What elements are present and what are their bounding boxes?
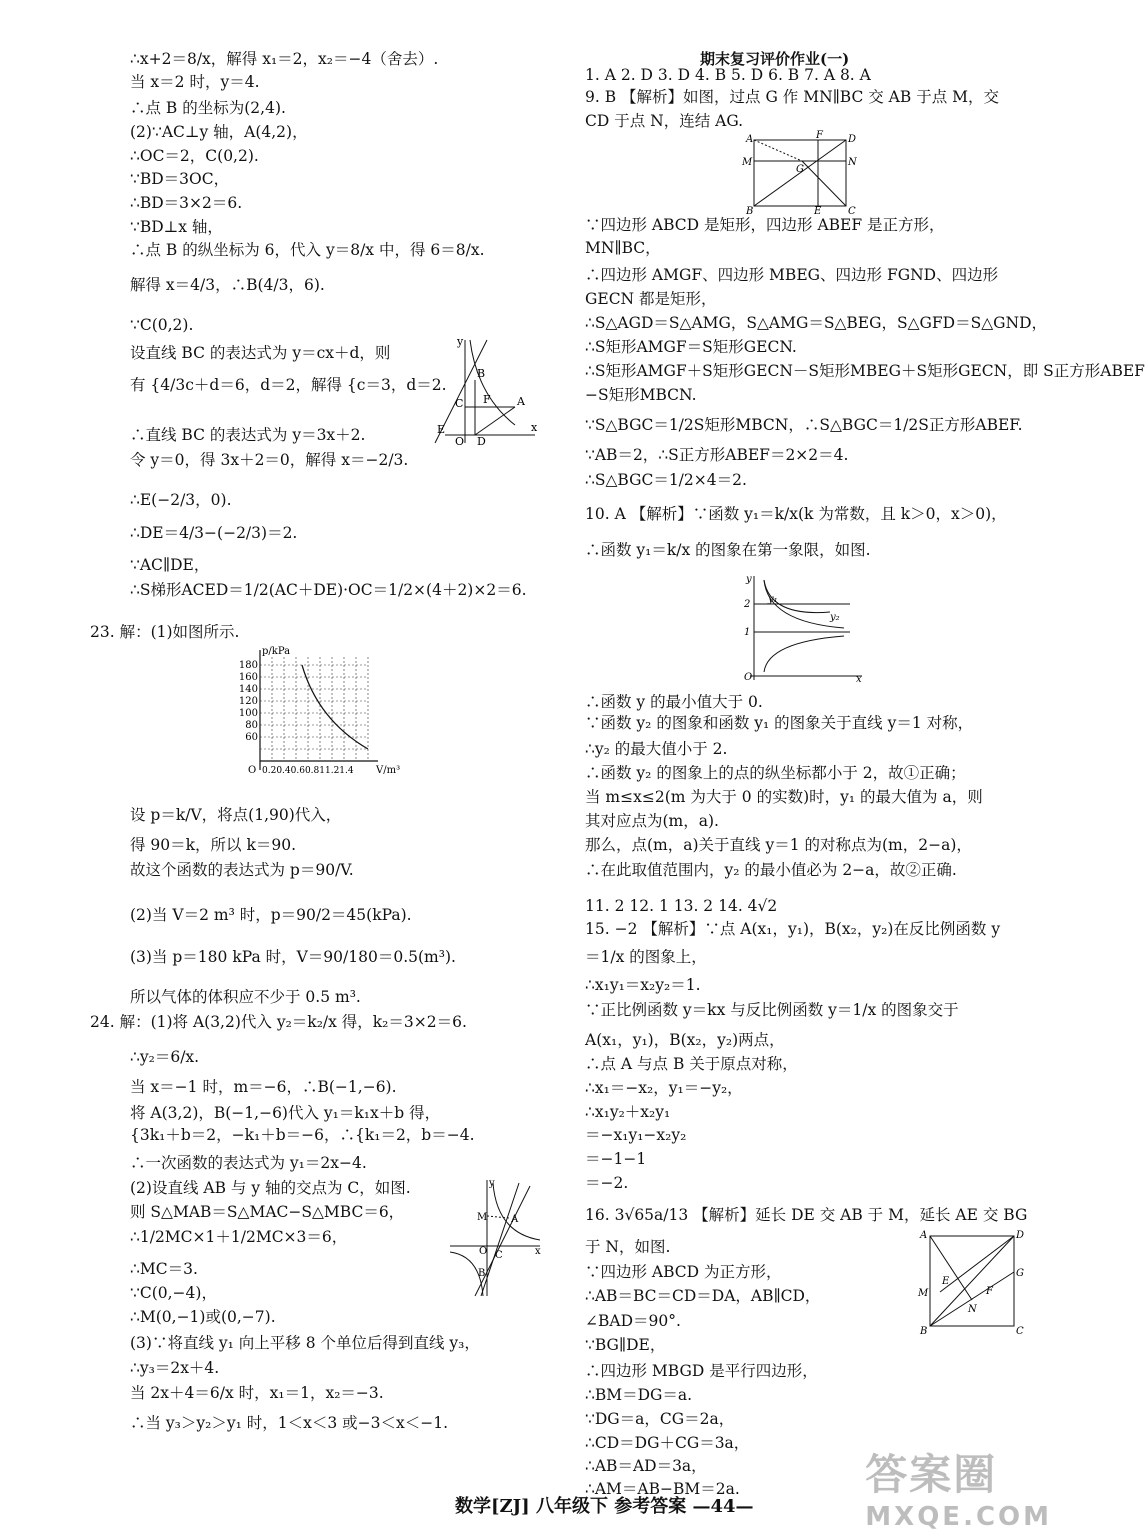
fig-label-b: B [477, 367, 486, 380]
right-line: GECN 都是矩形， [585, 290, 717, 308]
right-line: ∴x₁y₂＋x₂y₁ [585, 1103, 671, 1121]
right-line: ∴S矩形AMGF＋S矩形GECN－S矩形MBEG＋S矩形GECN，即 S正方形ABEF [585, 362, 1145, 380]
right-line: ＝−2. [585, 1174, 629, 1192]
q24-figure [445, 1178, 545, 1298]
left-line: (2)当 V＝2 m³ 时，p＝90/2＝45(kPa). [130, 906, 412, 924]
left-line: ∴1/2MC×1＋1/2MC×3＝6， [130, 1228, 348, 1246]
pv-graph-figure [228, 645, 428, 780]
pv-ytick: 120 [238, 696, 258, 707]
q9-label-a: A [746, 134, 754, 145]
q24-label-c: C [495, 1250, 503, 1261]
page-footer: 数学[ZJ] 八年级下 参考答案 —44— [455, 1496, 754, 1517]
section-title: 期末复习评价作业(一) [700, 50, 850, 68]
right-line: ∵DG＝a，CG＝2a， [585, 1410, 735, 1428]
q16-label-e: E [942, 1276, 950, 1287]
left-line: ∵BD⊥x 轴， [130, 218, 223, 236]
right-line: 于 N，如图. [585, 1238, 671, 1256]
left-line: 得 90＝k，所以 k＝90. [130, 836, 297, 854]
q9-label-b: B [746, 206, 754, 217]
right-line: ∴函数 y₂ 的图象上的点的纵坐标都小于 2，故①正确； [585, 764, 966, 782]
right-line: ∴四边形 MBGD 是平行四边形， [585, 1362, 818, 1380]
pv-ytick: 80 [245, 720, 258, 731]
q10-curve-figure [722, 572, 870, 685]
q16-label-d: D [1016, 1230, 1025, 1241]
left-line: 当 2x＋4＝6/x 时，x₁＝1，x₂＝−3. [130, 1384, 384, 1402]
q24-label-a: A [511, 1214, 519, 1225]
right-line: ∵AB＝2，∴S正方形ABEF＝2×2＝4. [585, 446, 849, 464]
left-line: 则 S△MAB＝S△MAC−S△MBC＝6， [130, 1203, 405, 1221]
left-line: ∴y₂＝6/x. [130, 1048, 200, 1066]
right-line: ∴AB＝AD＝3a， [585, 1457, 707, 1475]
left-line: 令 y＝0，得 3x＋2＝0，解得 x＝−2/3. [130, 451, 409, 469]
left-line: (3)当 p＝180 kPa 时，V＝90/180＝0.5(m³). [130, 948, 456, 966]
right-line: 那么，点(m，a)关于直线 y＝1 的对称点为(m，2−a)， [585, 836, 972, 854]
watermark-top: 答案圈 [865, 1450, 998, 1499]
left-line: 23. 解：(1)如图所示. [90, 623, 240, 641]
left-line: 有 {4/3c＋d＝6，d＝2，解得 {c＝3，d＝2. [130, 376, 447, 394]
q24-label-y: y [489, 1178, 495, 1189]
q16-label-g: G [1016, 1268, 1024, 1279]
right-line: ∴CD＝DG＋CG＝3a， [585, 1434, 750, 1452]
right-line: ∴函数 y 的最小值大于 0. [585, 693, 763, 711]
left-line: ∴MC＝3. [130, 1260, 198, 1278]
right-line: ＝−x₁y₁−x₂y₂ [585, 1126, 687, 1144]
right-line: ∴点 A 与点 B 关于原点对称， [585, 1055, 798, 1073]
q9-label-c: C [848, 206, 856, 217]
q16-label-f: F [986, 1286, 993, 1297]
right-line: MN∥BC， [585, 239, 661, 257]
left-line: 设 p＝k/V，将点(1,90)代入， [130, 806, 342, 824]
left-line: ∵C(0,−4)， [130, 1284, 217, 1302]
fig-label-c: C [455, 397, 464, 410]
left-line: 当 x＝−1 时，m＝−6，∴B(−1,−6). [130, 1078, 397, 1096]
left-line: ∴M(0,−1)或(0,−7). [130, 1308, 276, 1326]
q9-rect-figure [740, 130, 860, 217]
right-line: A(x₁，y₁)，B(x₂，y₂)两点， [585, 1031, 785, 1049]
q9-label-f: F [816, 130, 823, 141]
pv-ytick: 140 [238, 684, 258, 695]
right-line: 15. −2 【解析】∵点 A(x₁，y₁)，B(x₂，y₂)在反比例函数 y [585, 920, 1001, 938]
right-line: ∴S△AGD＝S△AMG，S△AMG＝S△BEG，S△GFD＝S△GND， [585, 314, 1048, 332]
left-line: ∴y₃＝2x＋4. [130, 1359, 220, 1377]
right-line: ∴y₂ 的最大值小于 2. [585, 740, 728, 758]
right-line: ∵S△BGC＝1/2S矩形MBCN，∴S△BGC＝1/2S正方形ABEF. [585, 416, 1023, 434]
left-line: ∴E(−2/3，0). [130, 491, 232, 509]
right-line: ∵正比例函数 y＝kx 与反比例函数 y＝1/x 的图象交于 [585, 1001, 959, 1019]
left-line: ∴点 B 的纵坐标为 6，代入 y＝8/x 中，得 6＝8/x. [130, 241, 485, 259]
right-line: ∴在此取值范围内，y₂ 的最小值必为 2−a，故②正确. [585, 861, 957, 879]
right-line: ∴S矩形AMGF＝S矩形GECN. [585, 338, 797, 356]
q16-label-c: C [1016, 1326, 1024, 1337]
q16-label-a: A [920, 1230, 928, 1241]
left-line: 所以气体的体积应不少于 0.5 m³. [130, 988, 361, 1006]
left-line: ∵BD＝3OC， [130, 170, 230, 188]
q9-label-d: D [848, 134, 857, 145]
left-line: ∴S梯形ACED＝1/2(AC＋DE)·OC＝1/2×(4＋2)×2＝6. [130, 581, 527, 599]
left-line: ∴直线 BC 的表达式为 y＝3x＋2. [130, 426, 366, 444]
left-line: (2)∵AC⊥y 轴，A(4,2)， [130, 123, 308, 141]
q10-label-y: y [746, 574, 752, 585]
fig-label-d: D [477, 435, 486, 448]
q16-label-n: N [968, 1304, 977, 1315]
left-line: ∴当 y₃＞y₂＞y₁ 时，1＜x＜3 或−3＜x＜−1. [130, 1414, 449, 1432]
right-line: ＝−1−1 [585, 1150, 647, 1168]
q9-label-m: M [742, 157, 753, 168]
left-line: 故这个函数的表达式为 p＝90/V. [130, 861, 354, 879]
pv-ytick: 100 [238, 708, 258, 719]
q10-label-x: x [856, 674, 862, 685]
right-line: −S矩形MBCN. [585, 386, 697, 404]
left-line: ∵AC∥DE， [130, 556, 210, 574]
pv-ytick: 180 [238, 660, 258, 671]
pv-ytick: 60 [245, 732, 258, 743]
right-line: ∵四边形 ABCD 为正方形， [585, 1263, 782, 1281]
right-line: ∵函数 y₂ 的图象和函数 y₁ 的图象关于直线 y＝1 对称， [585, 714, 974, 732]
q10-label-y2: y₂ [830, 612, 840, 623]
left-line: 24. 解：(1)将 A(3,2)代入 y₂＝k₂/x 得，k₂＝3×2＝6. [90, 1013, 467, 1031]
q9-label-n: N [848, 157, 857, 168]
right-line: ∴AB＝BC＝CD＝DA，AB∥CD， [585, 1287, 821, 1305]
left-line: ∴点 B 的坐标为(2,4). [130, 99, 286, 117]
right-line: ∴四边形 AMGF、四边形 MBEG、四边形 FGND、四边形 [585, 266, 999, 284]
left-line: ∴OC＝2，C(0,2). [130, 147, 259, 165]
pv-ytick: 160 [238, 672, 258, 683]
right-line: ∴x₁y₁＝x₂y₂＝1. [585, 976, 701, 994]
left-line: ∴BD＝3×2＝6. [130, 194, 243, 212]
watermark-logo [865, 1442, 1052, 1532]
right-line: ∴AM＝AB−BM＝2a. [585, 1480, 740, 1498]
left-line: ∵C(0,2). [130, 316, 194, 334]
left-line: 设直线 BC 的表达式为 y＝cx＋d，则 [130, 344, 391, 362]
left-line: ∴一次函数的表达式为 y₁＝2x−4. [130, 1154, 367, 1172]
left-line: 当 x＝2 时，y＝4. [130, 73, 260, 91]
left-line: (2)设直线 AB 与 y 轴的交点为 C，如图. [130, 1179, 411, 1197]
right-line: 9. B 【解析】如图，过点 G 作 MN∥BC 交 AB 于点 M，交 [585, 88, 999, 106]
right-line: 11. 2 12. 1 13. 2 14. 4√2 [585, 897, 778, 915]
fig-label-x: x [531, 421, 538, 434]
left-line: ∴x+2＝8/x，解得 x₁＝2，x₂＝−4（舍去）. [130, 50, 439, 68]
right-line: 其对应点为(m，a). [585, 812, 719, 830]
fig-label-y: y [457, 335, 464, 348]
q9-label-g: G [796, 164, 804, 175]
right-line: 1. A 2. D 3. D 4. B 5. D 6. B 7. A 8. A [585, 66, 871, 84]
fig-label-e: E [437, 423, 446, 436]
pv-xticks: 0.20.40.60.811.21.4 [262, 766, 354, 776]
pv-x-label: V/m³ [376, 765, 401, 776]
right-line: ∴函数 y₁＝k/x 的图象在第一象限，如图. [585, 541, 871, 559]
right-line: CD 于点 N，连结 AG. [585, 112, 744, 130]
pv-y-label: p/kPa [262, 646, 291, 657]
right-line: ∵四边形 ABCD 是矩形，四边形 ABEF 是正方形， [585, 216, 945, 234]
right-line: ∴BM＝DG＝a. [585, 1386, 693, 1404]
q16-label-b: B [920, 1326, 928, 1337]
q24-label-x: x [535, 1246, 541, 1257]
right-line: 10. A 【解析】∵函数 y₁＝k/x(k 为常数，且 k＞0，x＞0)， [585, 505, 1007, 523]
left-line: 解得 x＝4/3，∴B(4/3，6). [130, 276, 325, 294]
q10-label-1: 1 [744, 627, 751, 638]
left-line: (3)∵将直线 y₁ 向上平移 8 个单位后得到直线 y₃， [130, 1334, 480, 1352]
right-line: 16. 3√65a/13 【解析】延长 DE 交 AB 于 M，延长 AE 交 BG [585, 1206, 1028, 1224]
fig-label-o: O [455, 435, 465, 448]
fig-label-a: A [517, 395, 525, 408]
left-line: 将 A(3,2)，B(−1,−6)代入 y₁＝k₁x＋b 得， [130, 1104, 441, 1122]
watermark-bottom: MXQE.COM [865, 1502, 1052, 1532]
right-line: ∠BAD＝90°. [585, 1312, 681, 1330]
q10-label-2: 2 [744, 599, 751, 610]
q10-label-o: O [744, 672, 753, 683]
fig-label-f: F [483, 393, 491, 406]
left-line: ∴DE＝4/3−(−2/3)＝2. [130, 524, 298, 542]
right-line: ∴x₁＝−x₂，y₁＝−y₂， [585, 1079, 743, 1097]
bc-line-figure [425, 335, 540, 448]
q16-label-m: M [918, 1288, 929, 1299]
q24-label-o: O [479, 1246, 488, 1257]
right-line: ＝1/x 的图象上， [585, 948, 707, 966]
right-line: 当 m≤x≤2(m 为大于 0 的实数)时，y₁ 的最大值为 a，则 [585, 788, 983, 806]
q16-square-figure [912, 1228, 1030, 1340]
left-line: {3k₁＋b＝2，−k₁＋b＝−6，∴{k₁＝2，b＝−4. [130, 1126, 475, 1144]
q9-label-e: E [814, 206, 822, 217]
right-line: ∵BG∥DE， [585, 1336, 666, 1354]
pv-origin: O [248, 765, 257, 776]
right-line: ∴S△BGC＝1/2×4＝2. [585, 471, 747, 489]
q10-label-y1: y₁ [768, 594, 778, 605]
q24-label-m: M [477, 1212, 488, 1223]
q24-label-b: B [478, 1268, 486, 1279]
